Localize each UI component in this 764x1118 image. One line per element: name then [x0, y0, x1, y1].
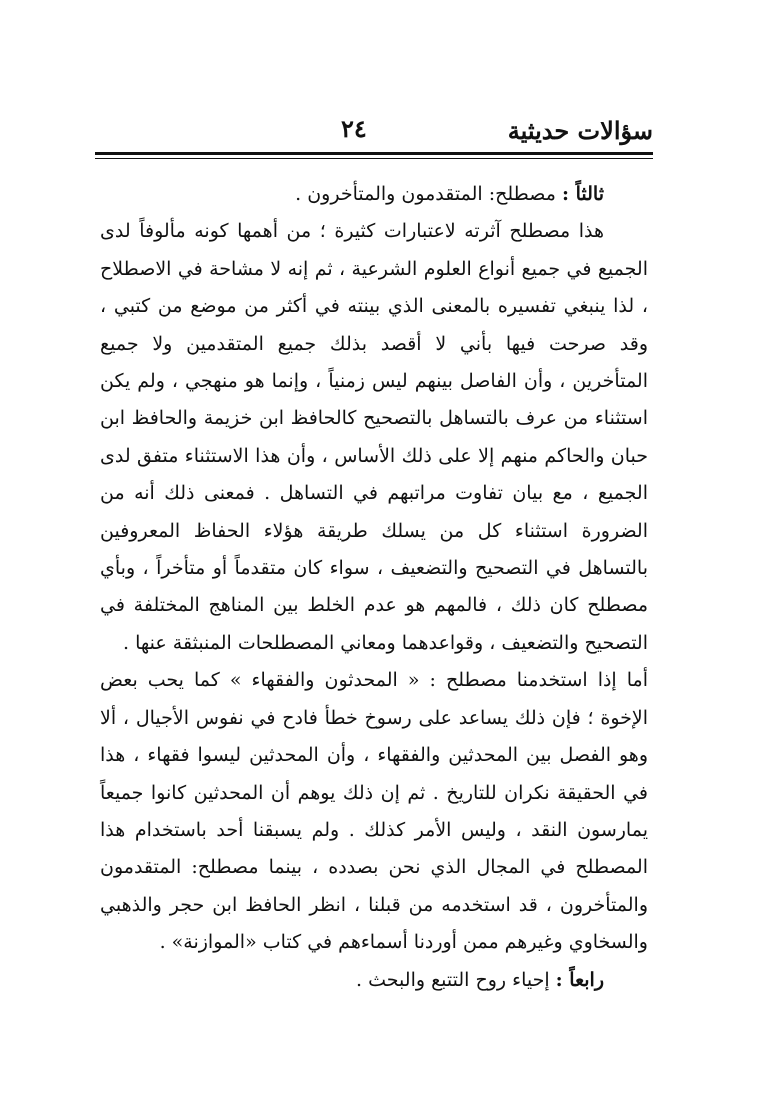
section-third-label: ثالثاً : [561, 183, 604, 205]
page-number: ٢٤ [341, 114, 367, 143]
body-text [100, 176, 648, 999]
section-fourth-label: رابعاً : [555, 968, 604, 991]
header-rule-thin [95, 158, 653, 159]
section-third-title: مصطلح: المتقدمون والمتأخرون . [295, 183, 556, 205]
header-rule-thick [95, 152, 653, 155]
paragraph-1: هذا مصطلح آثرته لاعتبارات كثيرة ؛ من أهمها كونه مألوفاً لدى الجميع في جميع أنواع العلوم الشرعية ، ثم إنه لا مشاحة في الاصطلاح ، لذا ينبغي تفسيره بالمعنى الذي بينته في أكثر من موضع من كتبي ، وقد صرحت فيها بأني لا أقصد بذلك جميع المتقدمين ولا جميع المتأخرين ، وأن الفاصل بينهم ليس زمنياً ، وإنما هو منهجي ، ولم يكن استثناء من عرف بالتساهل بالتصحيح كالحافظ ابن خزيمة والحافظ ابن حبان والحاكم منهم إلا على ذلك الأساس ، وأن هذا الاستثناء متفق لدى الجميع ، مع بيان تفاوت مراتبهم في التساهل . فمعنى ذلك أنه من الضرورة استثناء كل من يسلك طريقة هؤلاء الحفاظ المعروفين بالتساهل في التصحيح والتضعيف ، سواء كان متقدماً أو متأخراً ، وبأي مصطلح كان ذلك ، فالمهم هو عدم الخلط بين المناهج المختلفة في التصحيح والتضعيف ، وقواعدهما ومعاني المصطلحات المنبثقة عنها . [100, 220, 648, 654]
page-header [95, 112, 653, 152]
section-fourth-heading [100, 962, 648, 999]
section-fourth-title: إحياء روح التتبع والبحث . [356, 968, 550, 991]
section-third-heading [100, 176, 648, 213]
running-title: سؤالات حديثية [507, 116, 653, 145]
paragraph-2: أما إذا استخدمنا مصطلح : « المحدثون والفقهاء » كما يحب بعض الإخوة ؛ فإن ذلك يساعد على رسوخ خطأ فادح في نفوس الأجيال ، ألا وهو الفصل بين المحدثين والفقهاء ، وأن المحدثين ليسوا فقهاء ، هذا في الحقيقة نكران للتاريخ . ثم إن ذلك يوهم أن المحدثين كانوا جميعاً يمارسون النقد ، وليس الأمر كذلك . ولم يسبقنا أحد باستخدام هذا المصطلح في المجال الذي نحن بصدده ، بينما مصطلح: المتقدمون والمتأخرون ، قد استخدمه من قبلنا ، انظر الحافظ ابن حجر والذهبي والسخاوي وغيرهم ممن أوردنا أسماءهم في كتاب «الموازنة» . [100, 669, 649, 954]
